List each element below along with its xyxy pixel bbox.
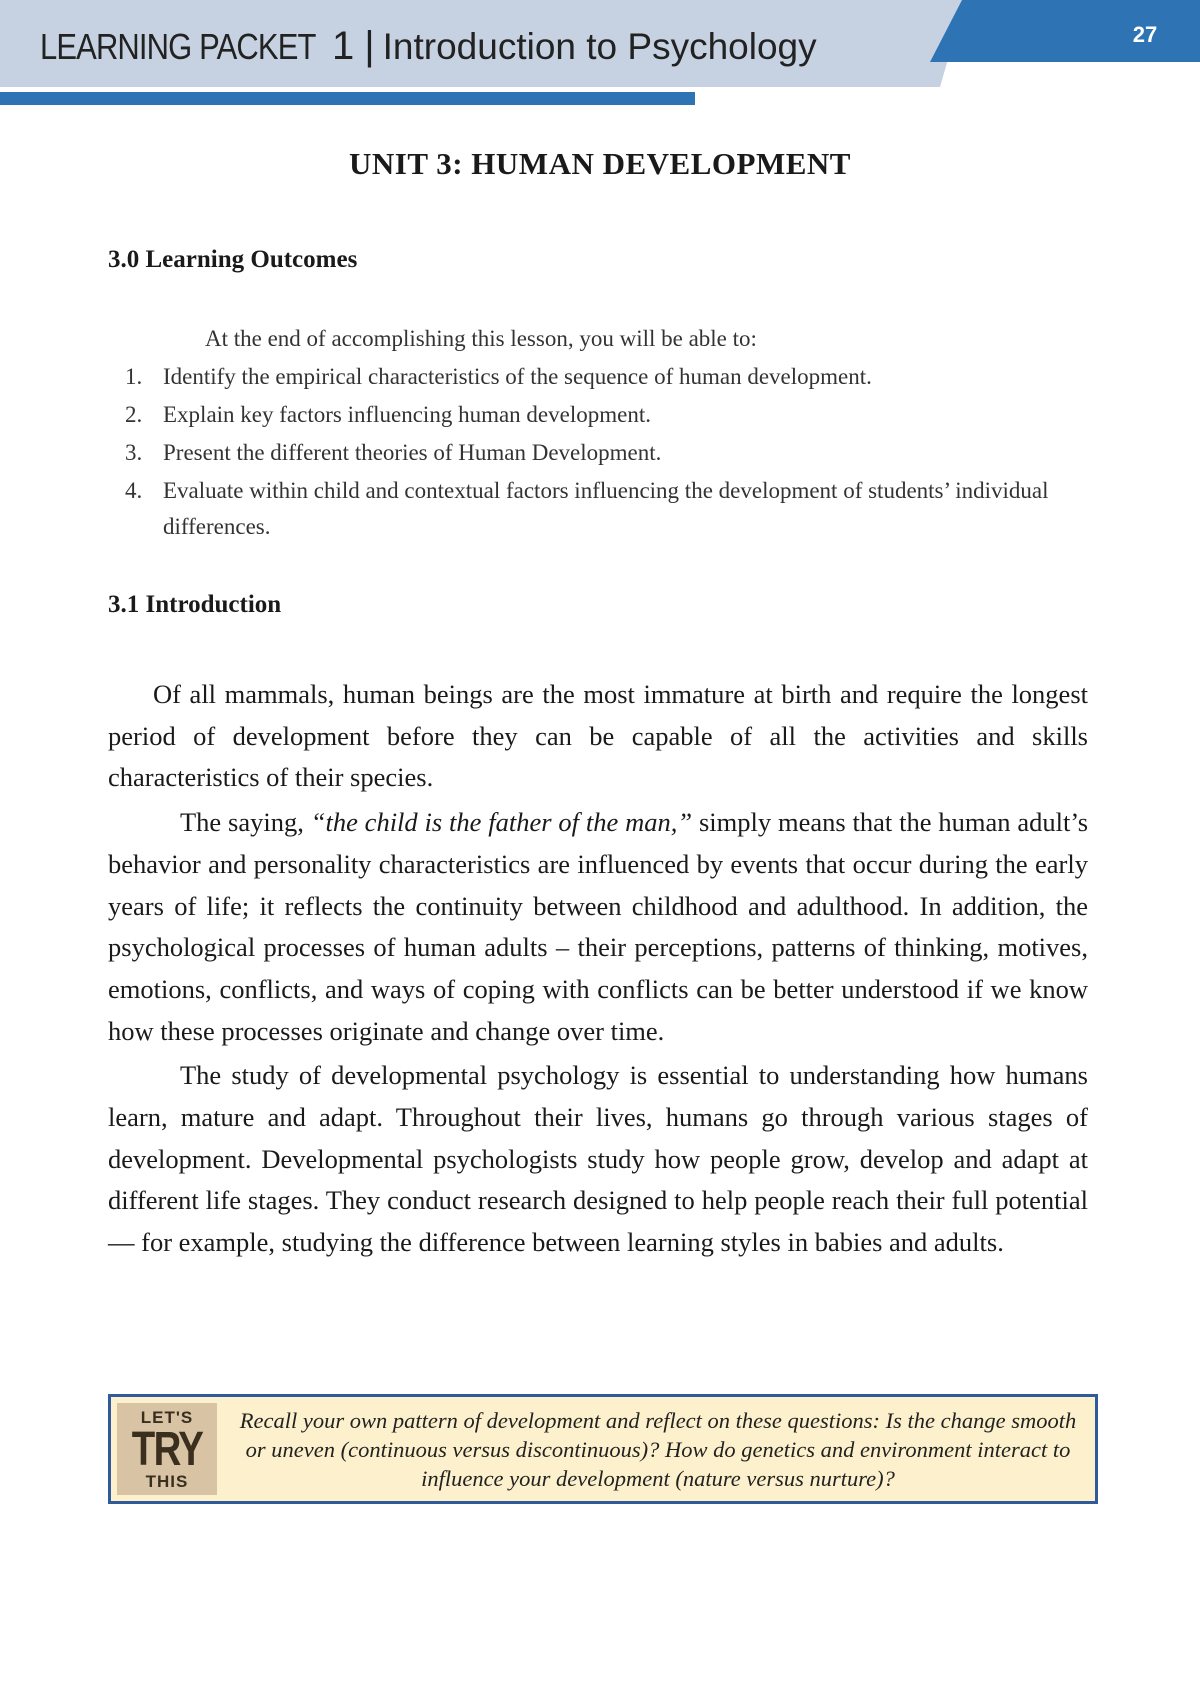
- page-number: 27: [1132, 22, 1158, 47]
- outcomes-intro: At the end of accomplishing this lesson, you will be able to:: [205, 326, 757, 351]
- logo-text-try: TRY: [131, 1423, 203, 1476]
- lets-try-prompt: Recall your own pattern of development and reflect on these questions: Is the change smooth or uneven (continuous versus discontinuous)? How do genetics and environment interact to influence your development (nature versus nurture)?: [239, 1408, 1077, 1491]
- list-item-text: Present the different theories of Human Development.: [163, 440, 662, 465]
- list-number: 2.: [125, 402, 143, 427]
- lets-try-logo: [117, 1403, 217, 1495]
- logo-text-lets: LET'S: [140, 1408, 194, 1427]
- introduction-body: [108, 674, 1088, 1267]
- list-item: [125, 473, 1085, 545]
- lets-try-box: [108, 1394, 1098, 1504]
- list-item: [125, 359, 1085, 395]
- paragraph-1: Of all mammals, human beings are the most immature at birth and require the longest period of development before they can be capable of all the activities and skills characteristics of their species.: [108, 679, 1088, 793]
- introduction-heading: 3.1 Introduction: [108, 591, 282, 618]
- packet-label: LEARNING PACKET: [40, 26, 316, 67]
- header-title: [40, 24, 817, 74]
- paragraph-3: The study of developmental psychology is essential to understanding how humans learn, mature and adapt. Throughout their lives, humans go through various stages of development. Developmental psychologists study how people grow, develop and adapt at different life stages. They conduct research designed to help people reach their full potential — for example, studying the difference between learning styles in babies and adults.: [108, 1060, 1088, 1258]
- header-underline: [0, 92, 695, 105]
- paragraph-2-lead: The saying,: [180, 807, 311, 838]
- list-item: [125, 435, 1085, 471]
- list-item: [125, 397, 1085, 433]
- list-number: 1.: [125, 364, 143, 389]
- packet-number: 1: [332, 24, 355, 68]
- unit-title: UNIT 3: HUMAN DEVELOPMENT: [349, 146, 851, 181]
- learning-outcomes-heading: 3.0 Learning Outcomes: [108, 246, 358, 273]
- list-number: 3.: [125, 440, 143, 465]
- list-item-text: Identify the empirical characteristics of the sequence of human development.: [163, 364, 872, 389]
- paragraph-2: [108, 802, 1088, 1052]
- quote: “the child is the father of the man,”: [310, 807, 693, 838]
- outcomes-list: [125, 359, 1085, 547]
- logo-text-this: THIS: [145, 1472, 189, 1491]
- list-item-text: Evaluate within child and contextual factors influencing the development of students’ individual differences.: [163, 478, 1049, 539]
- list-item-text: Explain key factors influencing human development.: [163, 402, 651, 427]
- paragraph-2-rest: simply means that the human adult’s behavior and personality characteristics are influenced by events that occur during the early years of life; it reflects the continuity between childhood and adulthood. In addition, the psychological processes of human adults – their perceptions, patterns of thinking, motives, emotions, conflicts, and ways of coping with conflicts can be better understood if we know how these processes originate and change over time.: [108, 807, 1089, 1046]
- list-number: 4.: [125, 478, 143, 503]
- subject-title: Introduction to Psychology: [382, 26, 817, 67]
- header-separator: |: [364, 24, 375, 68]
